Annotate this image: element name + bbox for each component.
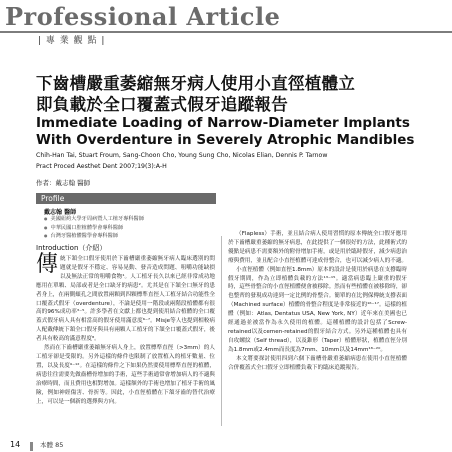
paragraph-text: 統下頷全口假牙使用於下齒槽嚴重萎縮無牙病人臨床選別的問題就是假牙不穩定、容易晃動、發音造成問題、咀嚼功能缺損以及無法正常的咀嚼食物¹。人工植牙長久以來已經非常成功地應用在單顆、局部或者是全口缺牙的病患²。尤其是在下頷全口無牙的患者身上，在兩側頦孔之間放置兩顆到四顆標準直徑人工植牙結合功能性全口覆蓋式假牙（overdenture），不論是使用一階段或兩階段植體都有很高的96%成功率³⁻⁵。許多學者在文獻上都也提到使用結合植體的全口覆蓋式假牙病人具有相當高的假牙使用滿意度⁶⁻⁷。Misje等人也提到相較病人配戴傳統下頷全口假牙與具有兩顆人工植牙的下頷全口覆蓋式假牙，後者具有較高的滿意程度⁸。: [36, 256, 216, 343]
profile-heading: Profile: [36, 193, 216, 204]
citation: Pract Proced Aesthet Dent 2007;19(3):A-H: [36, 163, 167, 170]
body-column-right: [228, 230, 407, 373]
body-paragraph: （Flapless）手術，並且結合病人使用習慣的原本傳統全口假牙應用於下齒槽嚴重萎縮的無牙病患，在此提供了一個很好的方法，此種術式的優點是病患不需要額外的附骨增加手術，或是用於臨時假牙，減少病患治療與費用，並且配合小直徑植體可達成骨整合，也可以減少病人的不適。: [228, 231, 408, 264]
section-title: Professional Article: [5, 2, 281, 31]
article-title-zh-line2: 即負載於全口覆蓋式假牙追蹤報告: [36, 95, 288, 114]
drop-cap: 傳: [36, 252, 59, 277]
article-title-en-line1: Immediate Loading of Narrow-Diameter Implants: [36, 115, 410, 131]
journal-name: 本體 85: [40, 441, 64, 449]
translator-credit: 作者：戴志翰 醫師: [36, 179, 91, 187]
profile-credentials: [44, 215, 144, 241]
body-paragraph: 小直徑植體（例如直徑1.8mm）原本的設計是使用於病患在支撐臨時假牙期間，作為立即植體負載的方法¹³⁻¹⁵。適當病患臨上嚴重的假牙時，這些骨整合的小直徑植體便會被移除。然而有些植體在被移除時，卻也整齊的發現成功達到一定比例的骨整合。簡單的在比例保傳統支撐表面（Machined surface）植體的骨整合程度是非常接近的¹⁶⁻¹⁷。這樣的植體（例如：Atlas, Dentatus USA, New York, NY）近年來在美國也已經通過並被當作為永久使用的植體。這種植體的設計包括了Screw-retained以及cemen-retained的假牙結合方式。另外這種植體也具有自攻螺紋（Self thread），以及錐形（Taper）植體形狀，植體直徑分別為1.8mm或2.4mm而長度為7mm、10mm以及14mm¹⁸⁻²⁰。: [228, 266, 408, 353]
article-title-en-line2: With Overdenture in Severely Atrophic Mandibles: [36, 132, 415, 148]
page-header: [0, 0, 452, 46]
footer-divider: [30, 442, 33, 451]
body-paragraph: 本文將要探討使用四到六個下齒槽骨嚴重萎縮病患在使用小直徑植體合併覆蓋式全口假牙立即植體負載下的臨床追蹤報告。: [228, 355, 407, 371]
article-title-zh-line1: 下齒槽嚴重萎縮無牙病人使用小直徑植體立: [36, 74, 356, 93]
profile-credential-item: ● 台灣牙醫植體醫學會專科醫師: [44, 232, 144, 241]
body-column-left: [36, 252, 216, 406]
page-footer: [0, 435, 452, 452]
intro-heading: Introduction（介紹）: [36, 244, 107, 252]
column-divider: [221, 236, 222, 426]
body-paragraph: [36, 252, 216, 344]
profile-credential-item: ● 美國紐約大學牙周病暨人工植牙專科醫師: [44, 215, 144, 224]
section-subtitle: | 專 業 觀 點 |: [38, 36, 106, 46]
page-number: 14: [10, 440, 21, 449]
profile-name: 戴志翰 醫師: [44, 209, 77, 216]
author-list: Chih-Han Tai, Stuart Froum, Sang-Choon Cho, Young Sung Cho, Nicolas Elian, Dennis P. Tarnow: [36, 152, 328, 159]
body-paragraph: 然而在下齒槽嚴重萎縮無牙病人身上，放置標準直徑（>3mm）的人工植牙卻是受限的。另外這樣的條件也限制了放置植入的植牙數量、位置，以及長度⁹⁻¹²。在這樣的條件之下如果仍然要使用標準直徑的植體，病患往往需要先做齒槽骨增加的手術，這些手術通常會增加病人的不適與治療時間，而且費用也相對增加。這樣額外的手術也增加了植牙手術的風險，例如神經傷害、骨折等。因此，小直徑植體在下頷牙齒的替代治療上，可以是一個新的選擇與方向。: [36, 345, 216, 405]
profile-credential-item: ● 中華民國口腔植體學會專科醫師: [44, 224, 144, 233]
